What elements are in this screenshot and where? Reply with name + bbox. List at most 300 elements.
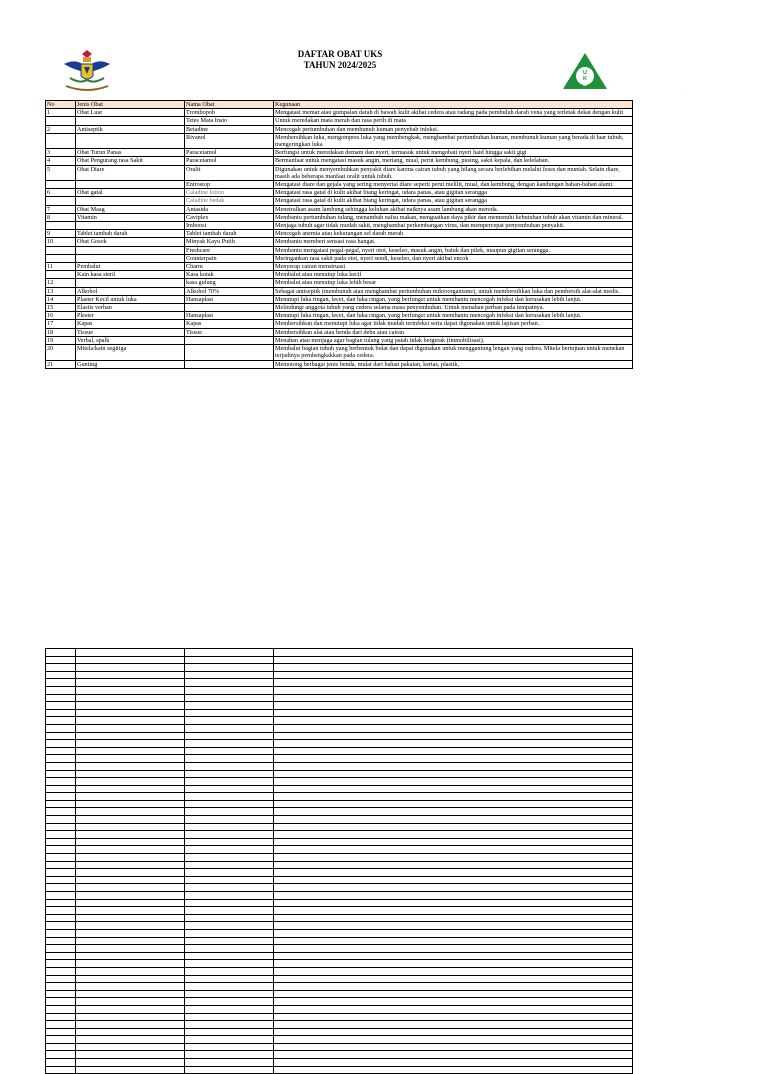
empty-cell [46,778,76,786]
empty-cell [76,1051,185,1059]
empty-cell [76,1013,185,1021]
cell-no: 6 [46,189,76,197]
cell-jenis-obat [76,181,185,189]
cell-jenis-obat: Elastis verban [76,304,185,312]
empty-cell [274,1051,633,1059]
empty-row [46,1013,633,1021]
cell-kegunaan: Mencegah anemia atau kekurangan sel darah merah [274,230,633,238]
empty-cell [274,892,633,900]
empty-cell [274,945,633,953]
empty-cell [46,671,76,679]
empty-row [46,664,633,672]
empty-cell [76,1043,185,1051]
empty-cell [76,1059,185,1067]
empty-cell [76,975,185,983]
header-no: No [46,101,76,109]
empty-cell [46,960,76,968]
empty-cell [76,747,185,755]
empty-cell [76,694,185,702]
empty-row [46,945,633,953]
empty-cell [274,952,633,960]
empty-cell [274,800,633,808]
cell-nama-obat: Hansaplast [185,312,274,320]
cell-no: 18 [46,328,76,336]
cell-kegunaan: Mengatasi diare dan gejala yang sering menyertai diare seperti perut melilit, mual, dan kembung, dengan kandungan bahan-bahan alami. [274,181,633,189]
cell-kegunaan: Menutupi luka ringan, lecet, dan luka ringan, yang berfungsi untuk membantu mencegah infeksi dan kerusakan lebih lanjut. [274,312,633,320]
empty-cell [185,967,274,975]
empty-row [46,656,633,664]
header-nama-obat: Nama Obat [185,101,274,109]
empty-cell [76,724,185,732]
cell-nama-obat: Trombopob [185,109,274,117]
empty-cell [185,808,274,816]
empty-cell [274,846,633,854]
empty-row [46,702,633,710]
empty-cell [46,679,76,687]
empty-cell [46,975,76,983]
title-line-2: TAHUN 2024/2025 [303,60,377,70]
empty-row [46,1021,633,1029]
cell-no: 8 [46,213,76,221]
table-row [46,109,633,117]
cell-nama-obat: Oralit [185,165,274,180]
empty-cell [185,800,274,808]
cell-jenis-obat: Mitela/kain segitiga [76,345,185,360]
empty-cell [185,762,274,770]
table-row [46,263,633,271]
empty-cell [185,816,274,824]
cell-nama-obat: Caviplex [185,213,274,221]
table-row [46,304,633,312]
empty-cell [46,724,76,732]
empty-cell [185,1028,274,1036]
cell-nama-obat [185,360,274,368]
empty-cell [274,649,633,657]
cell-jenis-obat: Alkohol [76,287,185,295]
empty-cell [76,907,185,915]
cell-no: 14 [46,295,76,303]
cell-no: 4 [46,157,76,165]
empty-cell [76,884,185,892]
cell-no [46,133,76,148]
empty-cell [185,960,274,968]
empty-cell [76,778,185,786]
cell-no: 5 [46,165,76,180]
empty-cell [185,732,274,740]
table-row [46,149,633,157]
empty-cell [274,709,633,717]
cell-no [46,117,76,125]
empty-cell [46,762,76,770]
empty-row [46,785,633,793]
empty-row [46,694,633,702]
empty-cell [76,998,185,1006]
uks-logo-letter-s: S [583,82,587,88]
empty-cell [76,1005,185,1013]
cell-nama-obat: Rivanol [185,133,274,148]
header-jenis-obat: Jenis Obat [76,101,185,109]
cell-jenis-obat [76,279,185,287]
empty-cell [46,929,76,937]
empty-cell [76,755,185,763]
cell-nama-obat: Hansaplast [185,295,274,303]
empty-cell [185,694,274,702]
table-row [46,157,633,165]
empty-cell [46,808,76,816]
empty-row [46,717,633,725]
empty-row [46,838,633,846]
cell-jenis-obat: Obat Pengurang rasa Sakit [76,157,185,165]
empty-cell [185,838,274,846]
empty-cell [274,679,633,687]
empty-cell [185,686,274,694]
empty-cell [76,664,185,672]
empty-cell [274,960,633,968]
empty-cell [274,793,633,801]
empty-cell [76,876,185,884]
empty-row [46,778,633,786]
empty-row [46,983,633,991]
header-kegunaan: Kegunaan [274,101,633,109]
empty-cell [76,945,185,953]
cell-jenis-obat: Plester [76,312,185,320]
table-row [46,295,633,303]
empty-cell [46,967,76,975]
empty-row [46,1043,633,1051]
uks-logo-letter-u: U [583,70,587,76]
table-row [46,320,633,328]
empty-row [46,740,633,748]
cell-no [46,254,76,262]
empty-cell [185,1051,274,1059]
cell-no [46,197,76,205]
cell-jenis-obat [76,197,185,205]
cell-kegunaan: Menutupi luka ringan, lecet, dan luka ringan, yang berfungsi untuk membantu mencegah infeksi dan kerusakan lebih lanjut. [274,295,633,303]
empty-cell [185,922,274,930]
cell-jenis-obat: Obat Luar [76,109,185,117]
empty-cell [76,929,185,937]
cell-nama-obat [185,345,274,360]
cell-no [46,246,76,254]
table-row [46,287,633,295]
empty-cell [185,671,274,679]
cell-no: 12 [46,279,76,287]
cell-nama-obat [185,304,274,312]
empty-cell [274,990,633,998]
empty-cell [46,998,76,1006]
empty-cell [76,717,185,725]
cell-jenis-obat: Kain kasa steril [76,271,185,279]
cell-no: 7 [46,205,76,213]
cell-kegunaan: Membantu pertumbuhan tulang, menambah nafsu makan, menguatkan daya pikir dan memenuhi kebutuhan tubuh akan vitamin dan mineral. [274,213,633,221]
empty-cell [46,907,76,915]
empty-cell [46,854,76,862]
empty-cell [185,892,274,900]
table-row [46,205,633,213]
empty-row [46,671,633,679]
empty-cell [274,854,633,862]
empty-cell [274,770,633,778]
cell-no: 9 [46,230,76,238]
empty-cell [185,702,274,710]
empty-cell [185,724,274,732]
cell-kegunaan: Membersihkan alat atau benda dari debu atau cairan [274,328,633,336]
cell-kegunaan: Membantu memberi sensasi rasa hangat. [274,238,633,246]
page-title [260,49,420,71]
empty-cell [46,990,76,998]
cell-nama-obat: Counterpain [185,254,274,262]
cell-no: 13 [46,287,76,295]
empty-cell [274,831,633,839]
table-row [46,165,633,180]
empty-cell [76,770,185,778]
empty-cell [274,740,633,748]
empty-cell [76,1036,185,1044]
empty-cell [274,747,633,755]
empty-row [46,854,633,862]
empty-cell [274,876,633,884]
empty-cell [185,907,274,915]
empty-cell [76,892,185,900]
empty-cell [46,686,76,694]
cell-jenis-obat: Plaster Kecil untuk luka [76,295,185,303]
empty-cell [185,740,274,748]
cell-kegunaan: Bermanfaat untuk mengatasi masuk angin, meriang, mual, perut kembung, pusing, sakit kepala, dan kelelahan. [274,157,633,165]
empty-cell [46,1051,76,1059]
empty-row [46,1066,633,1074]
empty-row [46,762,633,770]
empty-cell [185,914,274,922]
empty-cell [274,808,633,816]
cell-kegunaan: Berfungsi untuk meredakan demam dan nyeri, termasuk untuk mengobati nyeri haid hingga sakit gigi [274,149,633,157]
empty-cell [185,1036,274,1044]
table-row [46,246,633,254]
empty-cell [274,778,633,786]
cell-no: 19 [46,336,76,344]
cell-kegunaan: Membersihkan dan menutupi luka agar tidak mudah terinfeksi serta dapat digunakan untuk lapisan perban. [274,320,633,328]
cell-no: 21 [46,360,76,368]
cell-no [46,181,76,189]
empty-cell [274,1066,633,1074]
cell-jenis-obat: Antiseptik [76,125,185,133]
empty-cell [185,869,274,877]
empty-row [46,960,633,968]
cell-kegunaan: Menjaga tubuh agar tidak mudah sakit, menghambat perkembangan virus, dan mempercepat penyembuhan penyakit. [274,222,633,230]
empty-cell [274,914,633,922]
table-header-row [46,101,633,109]
uks-logo-letter-k: K [583,76,587,82]
empty-cell [274,907,633,915]
empty-cell [185,899,274,907]
empty-cell [76,732,185,740]
school-crest-logo [58,48,116,94]
cell-no: 16 [46,312,76,320]
cell-nama-obat: Caladine bedak [185,197,274,205]
empty-row [46,967,633,975]
cell-jenis-obat: Obat Maag [76,205,185,213]
empty-cell [46,656,76,664]
empty-cell [185,770,274,778]
empty-cell [46,831,76,839]
empty-cell [76,831,185,839]
empty-cell [76,854,185,862]
title-line-1: DAFTAR OBAT UKS [297,49,383,59]
empty-cell [274,884,633,892]
cell-jenis-obat: Verbal, spalk [76,336,185,344]
empty-cell [76,816,185,824]
empty-cell [46,649,76,657]
cell-kegunaan: Membalut atau menutup luka kecil [274,271,633,279]
empty-cell [46,747,76,755]
cell-no: 3 [46,149,76,157]
empty-cell [185,1013,274,1021]
empty-row [46,937,633,945]
empty-cell [274,838,633,846]
empty-cell [76,686,185,694]
empty-row [46,876,633,884]
empty-cell [46,899,76,907]
empty-row [46,823,633,831]
empty-cell [274,861,633,869]
empty-cell [76,671,185,679]
empty-cell [46,1028,76,1036]
empty-cell [185,952,274,960]
empty-cell [46,709,76,717]
empty-row [46,914,633,922]
empty-cell [46,884,76,892]
empty-cell [76,990,185,998]
empty-cell [185,929,274,937]
empty-grid-body [46,649,633,1074]
empty-row [46,649,633,657]
empty-row [46,793,633,801]
empty-cell [274,1013,633,1021]
table-row [46,254,633,262]
empty-cell [46,732,76,740]
cell-jenis-obat: Obat Gosok [76,238,185,246]
cell-no [46,271,76,279]
cell-kegunaan: Menahan atau menjaga agar bagian tulang yang patah tidak bergerak (immobilisasi). [274,336,633,344]
empty-row [46,929,633,937]
empty-cell [185,884,274,892]
cell-jenis-obat [76,117,185,125]
empty-cell [46,914,76,922]
empty-cell [76,679,185,687]
empty-cell [274,656,633,664]
empty-cell [185,983,274,991]
empty-cell [274,967,633,975]
empty-cell [46,838,76,846]
empty-cell [46,664,76,672]
empty-cell [46,755,76,763]
empty-cell [76,967,185,975]
cell-jenis-obat: Tablet tambah darah [76,230,185,238]
cell-nama-obat: Imboost [185,222,274,230]
cell-no: 17 [46,320,76,328]
empty-cell [76,800,185,808]
empty-cell [46,937,76,945]
table-row [46,230,633,238]
empty-cell [185,717,274,725]
empty-cell [76,649,185,657]
medicine-table-body [46,109,633,369]
table-row [46,328,633,336]
cell-kegunaan: Mengatasi rasa gatal di kulit akibat biang keringat, udara panas, atau gigitan serangga [274,197,633,205]
cell-nama-obat: Kapas [185,320,274,328]
cell-jenis-obat: Vitamin [76,213,185,221]
empty-cell [46,1021,76,1029]
cell-no: 20 [46,345,76,360]
cell-jenis-obat [76,222,185,230]
cell-jenis-obat: Pembalut [76,263,185,271]
cell-jenis-obat [76,254,185,262]
table-row [46,238,633,246]
cell-nama-obat: Entrostop [185,181,274,189]
cell-nama-obat: Caladine lotion [185,189,274,197]
empty-row [46,922,633,930]
cell-no: 1 [46,109,76,117]
empty-cell [185,755,274,763]
empty-cell [274,686,633,694]
empty-grid-table [45,648,633,1074]
empty-cell [274,1036,633,1044]
cell-kegunaan: Untuk meredakan mata merah dan rasa perih di mata [274,117,633,125]
empty-cell [46,1036,76,1044]
empty-cell [46,793,76,801]
cell-nama-obat: Paracetamol [185,149,274,157]
empty-cell [46,740,76,748]
medicine-table [45,100,633,369]
empty-cell [46,816,76,824]
empty-cell [274,937,633,945]
empty-cell [185,793,274,801]
empty-cell [185,1021,274,1029]
cell-kegunaan: Sebagai antiseptik (membunuh atau menghambat pertumbuhan mikroorganisme), untuk membersihkan luka dan pembersih alat-alat medis. [274,287,633,295]
empty-row [46,846,633,854]
table-row [46,117,633,125]
cell-nama-obat: kasa gulung [185,279,274,287]
empty-cell [185,1043,274,1051]
cell-nama-obat: Alkohol 70% [185,287,274,295]
empty-cell [46,945,76,953]
empty-cell [274,869,633,877]
cell-nama-obat: Kasa kotak [185,271,274,279]
empty-row [46,808,633,816]
empty-cell [76,869,185,877]
cell-jenis-obat [76,246,185,254]
cell-nama-obat: Tablet tambah darah [185,230,274,238]
empty-cell [274,762,633,770]
empty-cell [185,649,274,657]
empty-cell [76,1028,185,1036]
empty-row [46,755,633,763]
empty-cell [185,785,274,793]
empty-cell [76,762,185,770]
cell-kegunaan: Membalut bagian tubuh yang berbentuk bulat dan dapat digunakan untuk menggantung lengan yang cedera. Mitela bertujuan untuk menekan terjadinya pembengkakkan pada cedera. [274,345,633,360]
empty-cell [76,922,185,930]
empty-cell [76,1021,185,1029]
empty-cell [274,823,633,831]
cell-kegunaan: Digunakan untuk menyembuhkan penyakit diare karena cairan tubuh yang hilang secara berlebihan melalui feses dan muntah. Selain diare, masih ada beberapa manfaat oralit untuk tubuh. [274,165,633,180]
empty-cell [46,1066,76,1074]
table-row [46,197,633,205]
corner-mark: . [682,90,684,95]
cell-kegunaan: Mencegah pertumbuhan dan membunuh kuman penyebab infeksi. [274,125,633,133]
empty-cell [274,816,633,824]
empty-cell [46,952,76,960]
table-row [46,271,633,279]
table-row [46,133,633,148]
